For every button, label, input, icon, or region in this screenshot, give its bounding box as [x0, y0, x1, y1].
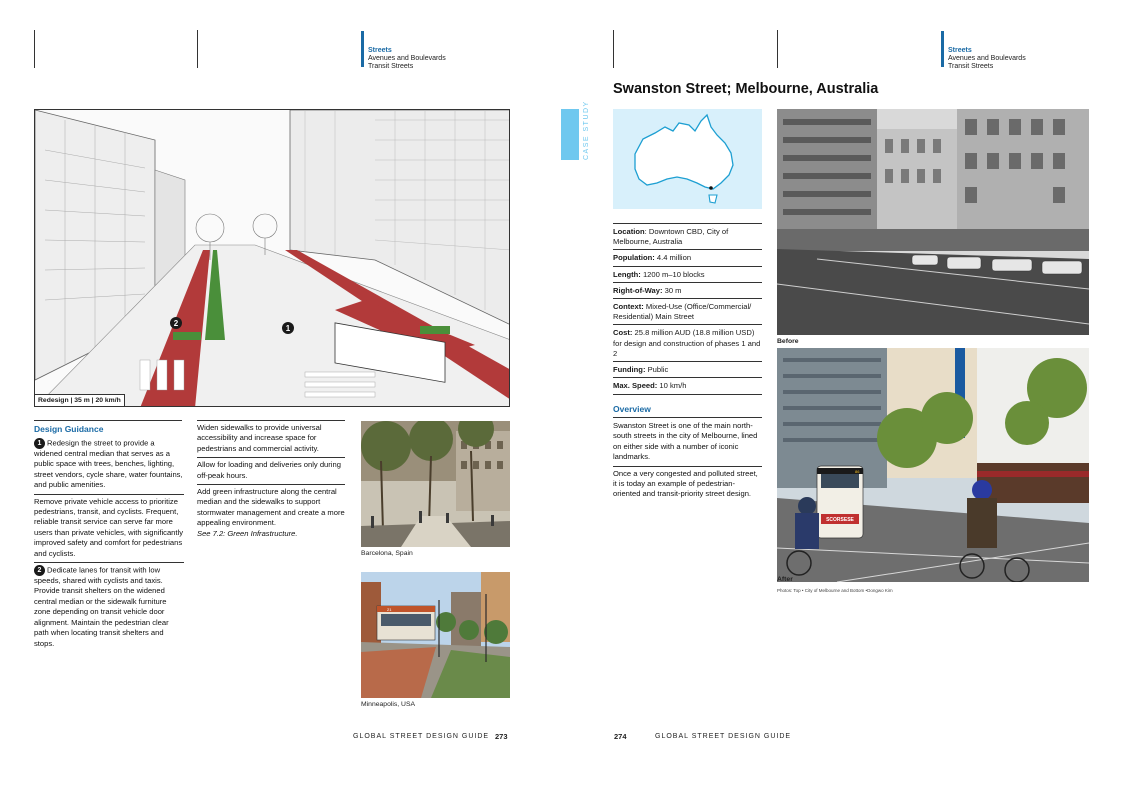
cost-value: 25.8 million AUD (18.8 million USD) for design and construction of phases 1 and 2 — [613, 328, 761, 358]
street-redesign-diagram — [34, 109, 510, 407]
case-study-label: CASE STUDY — [583, 100, 590, 160]
info-right-of-way — [613, 282, 762, 298]
diagram-marker-1: 1 — [285, 324, 291, 333]
barcelona-photo — [361, 421, 510, 547]
funding-label: Funding: — [613, 365, 646, 375]
overview-rule — [613, 417, 762, 418]
top-rule — [613, 30, 614, 68]
after-image — [777, 348, 1089, 582]
running-header-right — [948, 47, 1026, 71]
header-section: Streets — [368, 47, 392, 54]
header-bar — [941, 31, 944, 67]
row-label: Right-of-Way: — [613, 285, 663, 295]
diagram-label: Redesign | 35 m | 20 km/h — [35, 394, 125, 406]
header-line2: Avenues and Boulevards — [368, 55, 446, 62]
guidance-sidewalks: Widen sidewalks to provide universal accessibility and increase space for pedestrians and commercial activity. — [197, 423, 322, 453]
page-number-left: 273 — [495, 732, 508, 741]
photo-credit: Photos: Top • City of Melbourne and Bottom •Dongwo Kim — [777, 588, 893, 593]
header-line3: Transit Streets — [368, 63, 414, 70]
guidance-item-1-text: Redesign the street to provide a widened central median that serves as a public space with trees, benches, lighting, street vendors, cycle share, water fountains, and public amenities. — [34, 438, 183, 490]
section-divider — [197, 420, 345, 421]
location-label: Location — [613, 227, 645, 236]
cost-label: Cost: — [613, 328, 633, 338]
before-photo — [777, 109, 1089, 335]
row-value: 30 m — [662, 285, 682, 295]
case-title: Swanston Street; Melbourne, Australia — [613, 81, 879, 97]
australia-map — [613, 109, 762, 209]
tram-advert-label: SCORSESE — [826, 517, 854, 523]
top-rule — [777, 30, 778, 68]
population-label: Population: — [613, 253, 655, 263]
after-photo — [777, 348, 1089, 582]
before-caption: Before — [777, 338, 799, 345]
top-rule — [34, 30, 35, 68]
item-divider — [197, 484, 345, 485]
overview-title: Overview — [613, 404, 651, 414]
guidance-item-2-text: Dedicate lanes for transit with low speeds, shared with cyclists and taxis. Provide transit shelters on the widened central median or the sidewalk furniture zone depending on transit vehicle door alignment. Maintain the pedestrian clear path when locating transit shelters and stops. — [34, 565, 169, 648]
minneapolis-photo — [361, 572, 510, 698]
guidance-item-1b: Remove private vehicle access to prioritize pedestrians, transit, and cyclists. Frequent, reliable transit service can serve far more users than private vehicles, with significantly improved safety and comfort for pedestrians and cyclists. — [34, 496, 183, 558]
population-value: 4.4 million — [654, 253, 692, 263]
guidance-item-1 — [34, 438, 184, 491]
tram-route-label: 86 — [855, 469, 860, 474]
footer-title-left: GLOBAL STREET DESIGN GUIDE — [353, 733, 490, 740]
length-label: Length: — [613, 269, 641, 279]
page-number-right: 274 — [614, 732, 627, 741]
footer-title-right: GLOBAL STREET DESIGN GUIDE — [655, 733, 792, 740]
diagram-illustration — [35, 110, 510, 407]
case-study-tag — [561, 109, 579, 160]
info-funding — [613, 361, 762, 377]
after-caption: After — [777, 576, 793, 583]
header-line2: Avenues and Boulevards — [948, 55, 1026, 62]
location-value: : Downtown CBD, City of Melbourne, Australia — [613, 227, 729, 247]
overview-p2: Once a very congested and polluted street, it is today an example of pedestrian-oriented and transit-priority street design. — [613, 468, 758, 499]
bus-route-label: 21 — [387, 607, 392, 612]
length-value: 1200 m–10 blocks — [640, 269, 705, 279]
speed-value: 10 km/h — [657, 381, 687, 391]
funding-value: Public — [645, 365, 669, 375]
item-divider — [34, 494, 184, 495]
minneapolis-image — [361, 572, 510, 698]
guidance-item-2 — [34, 565, 184, 649]
item-divider — [34, 562, 184, 563]
item-divider — [613, 466, 762, 467]
info-cost — [613, 324, 762, 361]
diagram-marker-2: 2 — [173, 319, 179, 328]
design-guidance — [34, 424, 184, 649]
item-divider — [197, 457, 345, 458]
guidance-title: Design Guidance — [34, 424, 104, 434]
before-image — [777, 109, 1089, 335]
header-bar — [361, 31, 364, 67]
overview — [613, 404, 762, 500]
minneapolis-caption: Minneapolis, USA — [361, 701, 416, 708]
info-context — [613, 298, 762, 324]
guidance-column-2 — [197, 423, 345, 539]
guidance-badge-1: 1 — [34, 438, 45, 449]
info-population — [613, 249, 762, 265]
guidance-badge-2: 2 — [34, 565, 45, 576]
barcelona-caption: Barcelona, Spain — [361, 550, 413, 557]
speed-label: Max. Speed: — [613, 381, 658, 391]
overview-p1: Swanston Street is one of the main north-south streets in the city of Melbourne, lined on either side with a number of iconic landmarks. — [613, 421, 758, 462]
guidance-green: Add green infrastructure along the central median and the sidewalks to support stormwater management and create a more appealing environment. — [197, 487, 345, 528]
header-section: Streets — [948, 47, 972, 54]
case-info-table — [613, 223, 762, 395]
top-rule — [197, 30, 198, 68]
context-label: Context: — [613, 302, 644, 312]
header-line3: Transit Streets — [948, 63, 994, 70]
table-end-rule — [613, 394, 762, 395]
guidance-loading: Allow for loading and deliveries only during off-peak hours. — [197, 460, 341, 480]
australia-map-image — [613, 109, 762, 209]
guidance-green-ref: See 7.2: Green Infrastructure. — [197, 528, 298, 538]
info-speed — [613, 377, 762, 393]
info-location — [613, 223, 762, 249]
section-divider — [34, 420, 182, 421]
info-length — [613, 266, 762, 282]
context-value: Mixed-Use (Office/Commercial/ Residential) Main Street — [613, 302, 752, 322]
running-header-left — [368, 47, 446, 71]
barcelona-image — [361, 421, 510, 547]
